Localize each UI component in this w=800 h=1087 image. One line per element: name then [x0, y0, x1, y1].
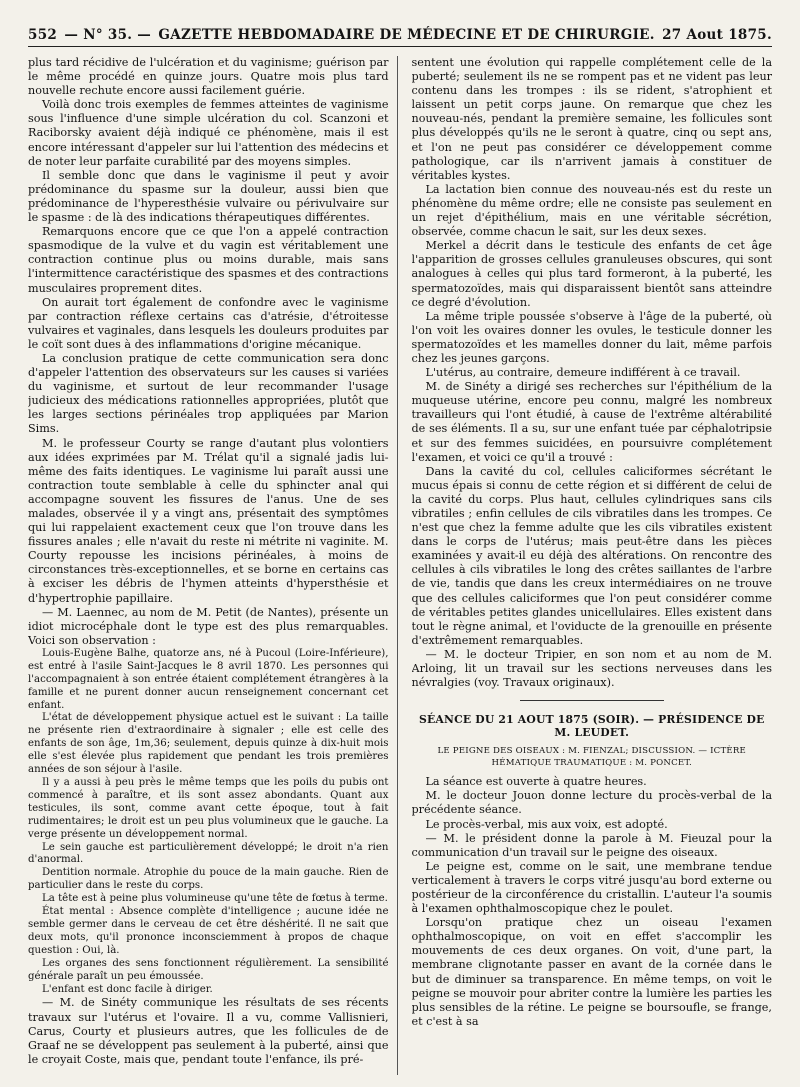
observation-paragraph: Louis-Eugène Balhe, quatorze ans, né à Pucoul (Loire-Inférieure), est entré à l'asile Saint-Jacques le 8 avril 1870. Les personnes qui l'accompagnaient à son entrée étaient complétement étrangères à la famille et ne purent donner aucun renseignement concernant cet enfant. — [28, 647, 389, 711]
observation-paragraph: État mental : Absence complète d'intelligence ; aucune idée ne semble germer dans le cerveau de cet être déshérité. Il ne sait que deux mots, qu'il prononce inconsciemment à propos de chaque question : Oui, là. — [28, 906, 389, 956]
page-number: 552 — [28, 27, 58, 43]
paragraph: sentent une évolution qui rappelle complétement celle de la puberté; seulement ils ne se rompent pas et ne vident pas leur contenu dans les trompes : ils se rident, s'atrophient et laissent un petit corps jaune. On remarque que chez les nouveau-nés, pendant la première semaine, les follicules sont plus développés qu'ils ne le seront à quatre, cinq ou sept ans, et l'on ne peut pas considérer ce développement comme pathologique, car ils n'arrivent jamais à constituer de véritables kystes. — [411, 56, 772, 182]
text-columns — [28, 56, 772, 1075]
paragraph: — M. le président donne la parole à M. Fieuzal pour la communication d'un travail sur le peigne des oiseaux. — [411, 831, 772, 859]
observation-paragraph: Il y a aussi à peu près le même temps que les poils du pubis ont commencé à paraître, et ils sont assez abondants. Quant aux testicules, ils sont, comme avant cette époque, tout à fait rudimentaires; le droit est un peu plus volumineux que le gauche. La verge présente un développement normal. — [28, 777, 389, 840]
page-header — [28, 24, 772, 47]
issue-date: 27 Aout 1875. — [662, 27, 772, 43]
paragraph: La lactation bien connue des nouveau-nés est du reste un phénomène du même ordre; elle ne consiste pas seulement en un rejet d'épithélium, mais en une véritable sécrétion, observée, comme chacun le sait, sur les deux sexes. — [411, 182, 772, 239]
paragraph: M. de Sinéty a dirigé ses recherches sur l'épithélium de la muqueuse utérine, encore peu connu, malgré les nombreux travailleurs qui l'ont étudié, à cause de l'extrême altérabilité de ses éléments. Il a su, sur une enfant tuée par céphalotripsie et sur des femmes suicidées, en poursuivre complétement l'examen, et voici ce qu'il a trouvé : — [411, 380, 772, 464]
paragraph: Merkel a décrit dans le testicule des enfants de cet âge l'apparition de grosses cellules granuleuses obscures, qui sont analogues à celles qui plus tard formeront, à la puberté, les spermatozoïdes, mais qui disparaissent bientôt sans atteindre ce degré d'évolution. — [411, 239, 772, 309]
observation-paragraph: La tête est à peine plus volumineuse qu'une tête de fœtus à terme. — [42, 893, 388, 905]
paragraph: La séance est ouverte à quatre heures. — [425, 775, 647, 789]
paragraph: Il semble donc que dans le vaginisme il peut y avoir prédominance du spasme sur la douleur, aussi bien que prédominance de l'hyperesthésie vulvaire ou périvulvaire sur le spasme : de là des indications thérapeutiques différentes. — [28, 168, 389, 225]
paragraph: Remarquons encore que ce que l'on a appelé contraction spasmodique de la vulve et du vagin est véritablement une contraction continue plus ou moins durable, mais sans l'intermittence caractéristique des spasmes et des contractions musculaires proprement dites. — [28, 225, 389, 295]
section-divider — [520, 700, 664, 701]
seance-heading: SÉANCE DU 21 AOUT 1875 (SOIR). — PRÉSIDENCE DE M. LEUDET. — [419, 713, 765, 740]
paragraph: Dans la cavité du col, cellules caliciformes sécrétant le mucus épais si connu de cette région et si différent de celui de la cavité du corps. Plus haut, cellules cylindriques sans cils vibratiles ; enfin cellules de cils vibratiles dans les trompes. Ce n'est que chez la femme adulte que les cils vibratiles existent dans le corps de l'utérus; mais peut-être dans les pièces examinées y avait-il eu déjà des altérations. On rencontre des cellules à cils vibratiles le long des crêtes saillantes de l'arbre de vie, tandis que dans les creux intermédiaires on ne trouve que des cellules caliciformes que l'on peut considérer comme de véritables petites glandes unicellulaires. Elles existent dans tout le règne animal, et l'oviducte de la grenouille en présente d'extrêmement remarquables. — [411, 464, 772, 647]
paragraph: L'utérus, au contraire, demeure indifférent à ce travail. — [425, 366, 741, 380]
paragraph: M. le professeur Courty se range d'autant plus volontiers aux idées exprimées par M. Trélat qu'il a signalé jadis lui-même des faits identiques. Le vaginisme lui paraît aussi une contraction toute semblable à celle du sphincter anal qui accompagne souvent les fissures de l'anus. Une de ses malades, observée il y a vingt ans, présentait des symptômes qui lui rappelaient exactement ceux que l'on trouve dans les fissures anales ; elle n'avait du reste ni métrite ni vaginite. M. Courty repousse les incisions périnéales, à moins de circonstances très-exceptionnelles, et se borne en certains cas à exciser les débris de l'hymen atteints d'hypersthésie et d'hypertrophie papillaire. — [28, 436, 389, 605]
paragraph: Le procès-verbal, mis aux voix, est adopté. — [425, 817, 668, 831]
observation-paragraph: Les organes des sens fonctionnent régulièrement. La sensibilité générale paraît un peu émoussée. — [28, 957, 389, 982]
paragraph: Voilà donc trois exemples de femmes atteintes de vaginisme sous l'influence d'une simple ulcération du col. Scanzoni et Raciborsky avaient déjà indiqué ce phénomène, mais il est encore intéressant d'appeler sur lui l'attention des médecins et de noter leur parfaite curabilité par des moyens simples. — [28, 98, 389, 168]
seance-summary: LE PEIGNE DES OISEAUX : M. FIENZAL; DISCUSSION. — ICTÈRE HÉMATIQUE TRAUMATIQUE : M. PONCET. — [437, 746, 746, 769]
journal-title: GAZETTE HEBDOMADAIRE DE MÉDECINE ET DE CHIRURGIE. — [158, 27, 655, 43]
paragraph: Le peigne est, comme on le sait, une membrane tendue verticalement à travers le corps vitré jusqu'au bord externe ou postérieur de la circonférence du cristallin. L'auteur l'a soumis à l'examen ophthalmoscopique chez le poulet. — [411, 859, 772, 916]
paragraph: plus tard récidive de l'ulcération et du vaginisme; guérison par le même procédé en quinze jours. Quatre mois plus tard nouvelle rechute encore aussi facilement guérie. — [28, 56, 389, 98]
paragraph: — M. de Sinéty communique les résultats de ses récents travaux sur l'utérus et l'ovaire. Il a vu, comme Vallisnieri, Carus, Courty et plusieurs autres, que les follicules de de Graaf ne se développent pas seulement à la puberté, ainsi que le croyait Coste, mais que, pendant toute l'enfance, ils pré- — [28, 996, 389, 1066]
paragraph: La même triple poussée s'observe à l'âge de la puberté, où l'on voit les ovaires donner les ovules, le testicule donner les spermatozoïdes et les mamelles donner du lait, même parfois chez les jeunes garçons. — [411, 309, 772, 365]
observation-paragraph: Dentition normale. Atrophie du pouce de la main gauche. Rien de particulier dans le reste du corps. — [28, 867, 389, 892]
paragraph: M. le docteur Jouon donne lecture du procès-verbal de la précédente séance. — [411, 789, 772, 817]
left-column — [28, 56, 398, 1075]
paragraph: — M. le docteur Tripier, en son nom et au nom de M. Arloing, lit un travail sur les sections nerveuses dans les névralgies (voy. Travaux originaux). — [411, 647, 772, 690]
paragraph: On aurait tort également de confondre avec le vaginisme par contraction réflexe certains cas d'atrésie, d'étroitesse vulvaires et vaginales, dans lesquels les douleurs produites par le coït sont dues à des inflammations d'origine mécanique. — [28, 295, 389, 351]
observation-paragraph: L'enfant est donc facile à diriger. — [42, 983, 213, 995]
observation-paragraph: Le sein gauche est particulièrement développé; le droit n'a rien d'anormal. — [28, 841, 389, 866]
paragraph: Lorsqu'on pratique chez un oiseau l'examen ophthalmoscopique, on voit en effet s'accomplir les mouvements de ces deux organes. On voit, d'une part, la membrane clignotante passer en avant de la cornée dans le but de diminuer sa transparence. En même temps, on voit le peigne se mouvoir pour abriter contre la lumière les parties les plus sensibles de la rétine. Le peigne se boursoufle, se frange, et c'est à sa — [411, 916, 772, 1028]
paragraph: La conclusion pratique de cette communication sera donc d'appeler l'attention des observateurs sur les causes si variées du vaginisme, et surtout de leur recommander l'usage judicieux des médications rationnelles appropriées, plutôt que les larges sections périnéales trop appliquées par Marion Sims. — [28, 351, 389, 436]
paragraph: — M. Laennec, au nom de M. Petit (de Nantes), présente un idiot microcéphale dont le type est des plus remarquables. Voici son observation : — [28, 605, 389, 647]
issue-number: — N° 35. — — [64, 27, 152, 43]
right-column — [412, 56, 773, 1075]
observation-paragraph: L'état de développement physique actuel est le suivant : La taille ne présente rien d'extraordinaire à signaler ; elle est celle des enfants de son âge, 1m,36; seulement, depuis quinze à dix-huit mois elle s'est élevée plus rapidement que pendant les trois premières années de son séjour à l'asile. — [28, 712, 389, 776]
